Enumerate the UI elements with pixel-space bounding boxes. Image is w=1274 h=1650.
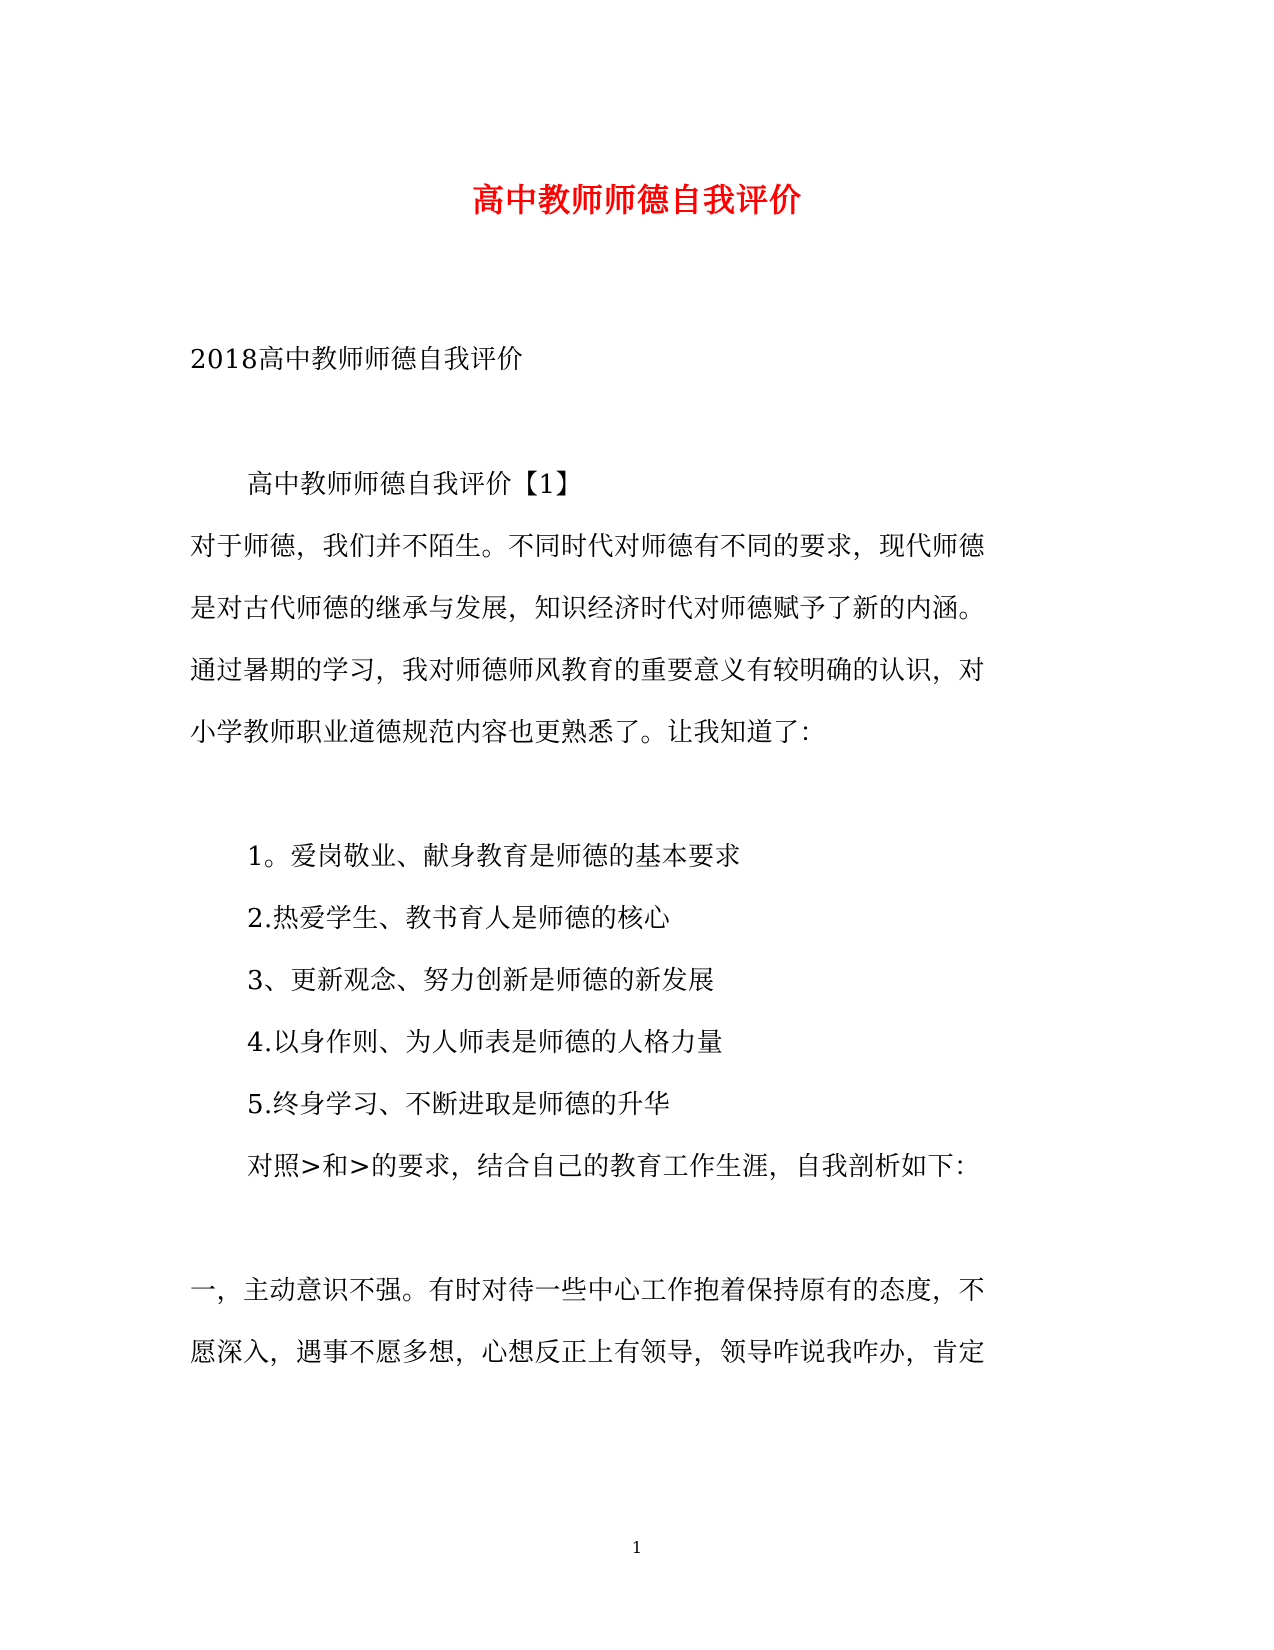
list-item: 5.终身学习、不断进取是师德的升华 xyxy=(247,1090,671,1120)
analysis-intro: 对照>和>的要求，结合自己的教育工作生涯，自我剖析如下： xyxy=(247,1152,981,1182)
list-item: 4.以身作则、为人师表是师德的人格力量 xyxy=(247,1028,724,1058)
intro-line: 对于师德，我们并不陌生。不同时代对师德有不同的要求，现代师德 xyxy=(190,532,986,562)
point-one-line: 一，主动意识不强。有时对待一些中心工作抱着保持原有的态度，不 xyxy=(190,1276,986,1306)
intro-line: 是对古代师德的继承与发展，知识经济时代对师德赋予了新的内涵。 xyxy=(190,594,986,624)
intro-line: 小学教师职业道德规范内容也更熟悉了。让我知道了： xyxy=(190,718,827,748)
list-item: 3、更新观念、努力创新是师德的新发展 xyxy=(247,966,715,996)
section-heading: 高中教师师德自我评价【1】 xyxy=(247,470,583,500)
intro-line: 通过暑期的学习，我对师德师风教育的重要意义有较明确的认识，对 xyxy=(190,656,986,686)
document-title: 高中教师师德自我评价 xyxy=(471,181,802,219)
list-item: 2.热爱学生、教书育人是师德的核心 xyxy=(247,904,671,934)
page-number: 1 xyxy=(631,1538,643,1557)
point-one-line: 愿深入，遇事不愿多想，心想反正上有领导，领导咋说我咋办，肯定 xyxy=(190,1338,986,1368)
document-subtitle: 2018高中教师师德自我评价 xyxy=(190,345,524,375)
list-item: 1。爱岗敬业、献身教育是师德的基本要求 xyxy=(247,842,742,872)
